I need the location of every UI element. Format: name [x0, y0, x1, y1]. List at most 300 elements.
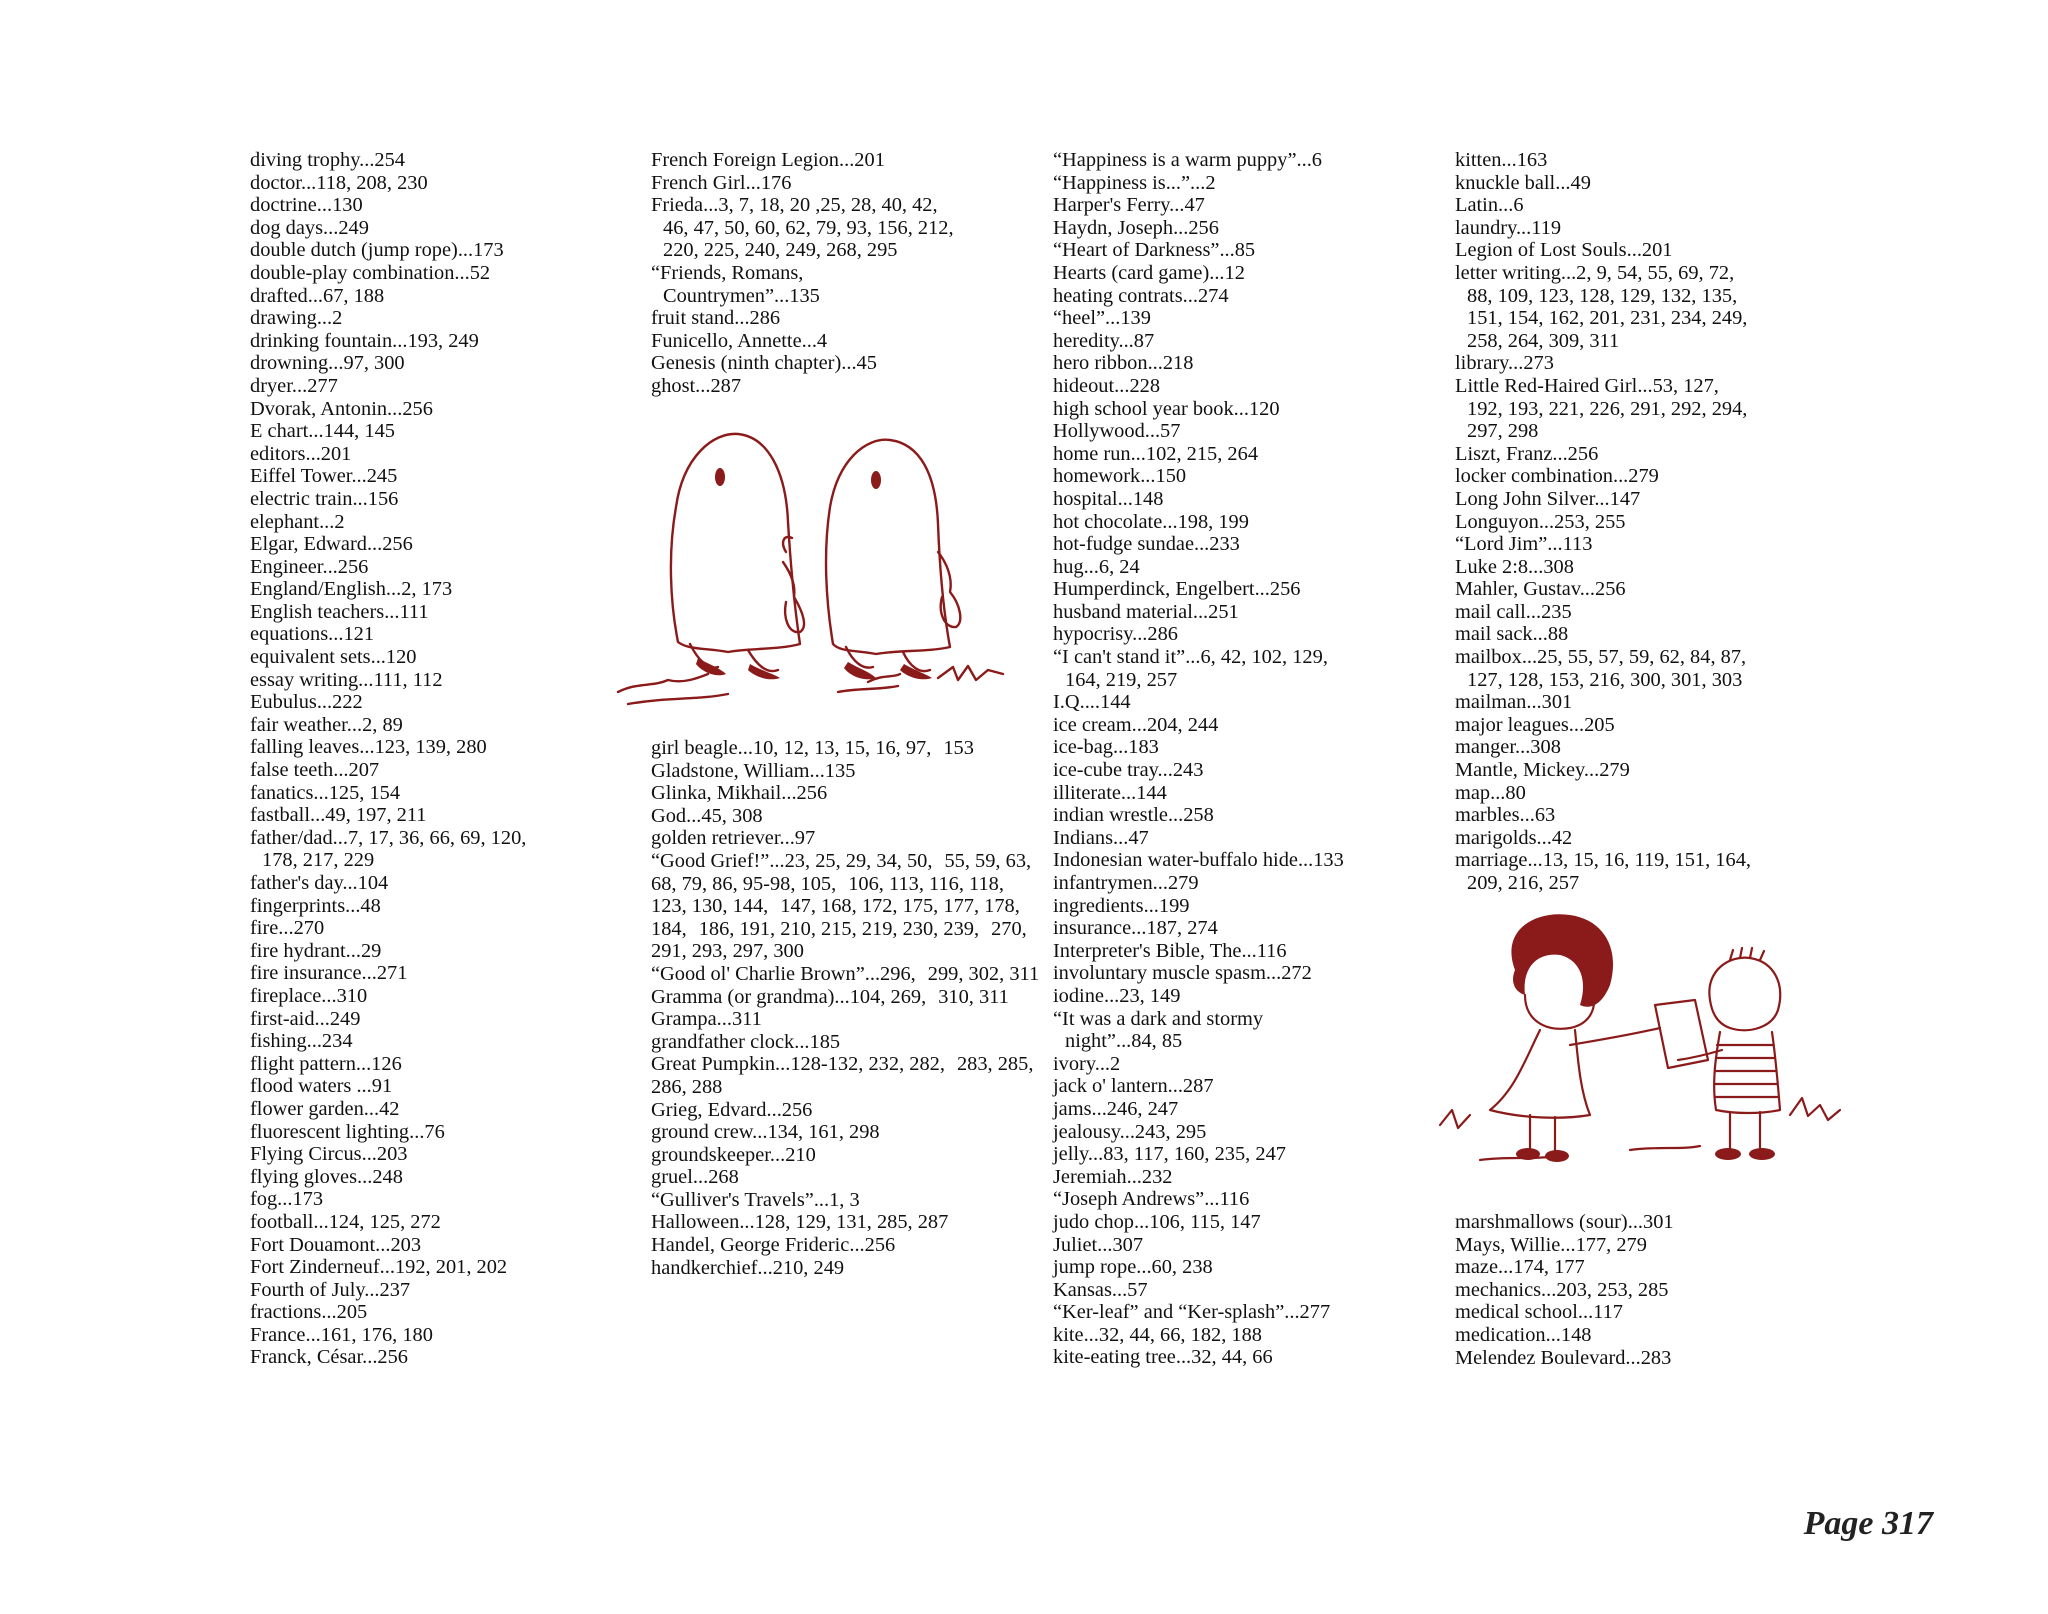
index-entry: [1053, 1324, 1443, 1347]
index-entry: [250, 804, 640, 827]
index-entry-text: jelly...83, 117, 160, 235, 247: [1053, 1143, 1286, 1166]
index-entry: [651, 1189, 1041, 1212]
index-entry: [250, 307, 640, 330]
index-entry: [1455, 578, 1845, 601]
index-entry-text: handkerchief...210, 249: [651, 1256, 845, 1279]
index-entry-text: Hearts (card game)...12: [1053, 261, 1245, 284]
index-entry: [1455, 1234, 1845, 1257]
index-entry-text: flower garden...42: [250, 1097, 400, 1120]
index-entry-text: locker combination...279: [1455, 465, 1659, 488]
index-entry-text: fractions...205: [250, 1301, 368, 1324]
index-entry: [1053, 465, 1443, 488]
index-entry-text: marigolds...42: [1455, 826, 1573, 849]
index-entry-text: jump rope...60, 238: [1053, 1256, 1213, 1279]
index-entry-text: hug...6, 24: [1053, 555, 1140, 578]
index-entry: [250, 239, 640, 262]
index-entry-text: hero ribbon...218: [1053, 352, 1194, 375]
index-entry: [651, 149, 1041, 172]
index-entry-text: hypocrisy...286: [1053, 623, 1178, 646]
index-entry: [1053, 1279, 1443, 1302]
index-entry: [250, 714, 640, 737]
index-entry: [651, 737, 1041, 760]
index-entry: [651, 986, 1041, 1009]
index-entry-text: Latin...6: [1455, 194, 1524, 217]
index-entry: [1053, 646, 1443, 691]
index-entry-text: Gramma (or grandma)...104, 269,: [651, 985, 927, 1008]
index-entry-text: Great Pumpkin...128-132, 232, 282,: [651, 1053, 945, 1076]
index-entry: [651, 330, 1041, 353]
index-entry-text: girl beagle...10, 12, 13, 15, 16, 97,: [651, 737, 932, 759]
index-column-3: [1053, 149, 1443, 1369]
index-entry-continuation: 310, 311: [938, 985, 1009, 1008]
index-entry: [1455, 488, 1845, 511]
index-entry-text: Juliet...307: [1053, 1233, 1144, 1256]
index-entry: [1455, 782, 1845, 805]
index-entry-continuation: night”...84, 85: [1065, 1030, 1183, 1053]
index-entry-text: England/English...2, 173: [250, 578, 453, 601]
index-entry-text: “Good ol' Charlie Brown”...296,: [651, 962, 916, 985]
index-entry-text: “I can't stand it”...6, 42, 102, 129,: [1053, 646, 1328, 669]
index-entry: [1455, 804, 1845, 827]
index-entry-text: equivalent sets...120: [250, 646, 417, 669]
index-entry-text: Halloween...128, 129, 131, 285, 287: [651, 1211, 949, 1234]
index-entry: [651, 1031, 1041, 1054]
index-entry: [250, 465, 640, 488]
index-entry-continuation: 283, 285, 286, 288: [651, 1053, 1034, 1098]
index-entry-text: husband material...251: [1053, 600, 1239, 623]
index-entry: [250, 1256, 640, 1279]
index-entry-continuation: 153: [943, 737, 974, 759]
index-entry-text: mailbox...25, 55, 57, 59, 62, 84, 87,: [1455, 646, 1747, 669]
index-entry: [250, 736, 640, 759]
index-entry-continuation: 258, 264, 309, 311: [1467, 329, 1620, 352]
index-entry: [1053, 239, 1443, 262]
index-entry-continuation: 192, 193, 221, 226, 291, 292, 294,: [1467, 397, 1748, 420]
index-entry: [651, 805, 1041, 828]
index-entry-text: kitten...163: [1455, 149, 1548, 171]
index-entry: [1053, 556, 1443, 579]
index-entry: [1455, 262, 1845, 352]
index-entry: [1455, 1301, 1845, 1324]
index-entry-continuation: 147, 168, 172, 175, 177, 178, 184,: [651, 895, 1020, 940]
index-entry-text: insurance...187, 274: [1053, 917, 1218, 940]
index-entry: [250, 759, 640, 782]
index-entry: [1455, 352, 1845, 375]
index-entry: [250, 1075, 640, 1098]
index-entry: [1053, 736, 1443, 759]
index-entry-text: home run...102, 215, 264: [1053, 442, 1259, 465]
index-entry: [250, 1166, 640, 1189]
index-entry-text: maze...174, 177: [1455, 1256, 1585, 1279]
index-entry-text: “Heart of Darkness”...85: [1053, 239, 1256, 262]
index-entry: [1053, 714, 1443, 737]
index-entry: [1053, 578, 1443, 601]
index-entry-text: Mantle, Mickey...279: [1455, 759, 1630, 782]
index-entry-text: falling leaves...123, 139, 280: [250, 736, 487, 759]
index-entry-text: Hollywood...57: [1053, 420, 1181, 443]
index-column-4-top: [1455, 149, 1845, 895]
index-entry: [1455, 646, 1845, 691]
index-entry-text: fluorescent lighting...76: [250, 1120, 445, 1143]
index-entry-text: Melendez Boulevard...283: [1455, 1346, 1672, 1369]
index-entry: [1053, 1211, 1443, 1234]
index-entry: [250, 646, 640, 669]
index-entry-text: “heel”...139: [1053, 307, 1151, 330]
index-entry: [651, 1121, 1041, 1144]
index-entry-text: France...161, 176, 180: [250, 1323, 433, 1346]
index-entry-text: manger...308: [1455, 736, 1561, 759]
index-entry-text: mailman...301: [1455, 691, 1573, 714]
index-entry-text: fruit stand...286: [651, 307, 781, 330]
index-entry-text: hot chocolate...198, 199: [1053, 510, 1249, 533]
ghosts-illustration: [608, 412, 1013, 712]
index-entry-text: French Girl...176: [651, 171, 792, 194]
index-entry: [1455, 375, 1845, 443]
index-entry-text: Liszt, Franz...256: [1455, 442, 1599, 465]
index-entry: [651, 1211, 1041, 1234]
index-entry-text: letter writing...2, 9, 54, 55, 69, 72,: [1455, 261, 1735, 284]
index-entry-text: golden retriever...97: [651, 827, 816, 850]
index-entry-text: ice-bag...183: [1053, 736, 1159, 759]
index-entry: [1455, 217, 1845, 240]
index-entry: [1455, 736, 1845, 759]
index-entry: [1455, 511, 1845, 534]
index-entry-text: double-play combination...52: [250, 261, 491, 284]
index-entry: [1053, 194, 1443, 217]
index-entry-text: ice-cube tray...243: [1053, 759, 1204, 782]
index-entry: [250, 691, 640, 714]
index-entry-text: “Lord Jim”...113: [1455, 533, 1593, 556]
index-entry: [1455, 239, 1845, 262]
page-number: Page 317: [1803, 1505, 1933, 1542]
index-entry: [250, 443, 640, 466]
index-entry-text: Eubulus...222: [250, 691, 363, 714]
index-entry-text: Jeremiah...232: [1053, 1165, 1173, 1188]
index-entry-text: fair weather...2, 89: [250, 713, 403, 736]
index-entry-text: doctor...118, 208, 230: [250, 171, 428, 194]
index-entry-text: drowning...97, 300: [250, 352, 405, 375]
index-entry: [250, 623, 640, 646]
index-entry: [250, 1301, 640, 1324]
index-entry: [1455, 691, 1845, 714]
index-entry: [1455, 849, 1845, 894]
index-entry-text: Luke 2:8...308: [1455, 555, 1574, 578]
index-entry-text: involuntary muscle spasm...272: [1053, 962, 1312, 985]
index-entry-text: “Joseph Andrews”...116: [1053, 1188, 1250, 1211]
index-entry-text: hot-fudge sundae...233: [1053, 533, 1240, 556]
index-entry: [1053, 443, 1443, 466]
index-entry: [1455, 1256, 1845, 1279]
index-entry: [1053, 1188, 1443, 1211]
index-entry-text: Flying Circus...203: [250, 1143, 408, 1166]
index-entry-continuation: 88, 109, 123, 128, 129, 132, 135,: [1467, 284, 1738, 307]
index-entry-text: hospital...148: [1053, 487, 1164, 510]
index-entry-text: ingredients...199: [1053, 894, 1190, 917]
index-entry: [1455, 1347, 1845, 1370]
index-entry-text: French Foreign Legion...201: [651, 149, 885, 171]
index-entry: [1053, 172, 1443, 195]
index-entry: [250, 895, 640, 918]
index-entry-text: hideout...228: [1053, 374, 1161, 397]
index-entry-text: grandfather clock...185: [651, 1030, 841, 1053]
index-entry: [250, 556, 640, 579]
index-entry-text: marriage...13, 15, 16, 119, 151, 164,: [1455, 849, 1751, 872]
index-entry-continuation: 186, 191, 210, 215, 219, 230, 239,: [698, 917, 980, 940]
index-entry: [1053, 1166, 1443, 1189]
index-entry: [1053, 375, 1443, 398]
index-entry: [651, 262, 1041, 307]
index-entry-continuation: 46, 47, 50, 60, 62, 79, 93, 156, 212,: [663, 216, 954, 239]
index-entry: [250, 1324, 640, 1347]
index-entry-text: Longuyon...253, 255: [1455, 510, 1626, 533]
index-entry-text: laundry...119: [1455, 216, 1562, 239]
index-entry-text: heredity...87: [1053, 329, 1155, 352]
index-entry: [1455, 533, 1845, 556]
index-entry: [1053, 917, 1443, 940]
index-entry: [250, 488, 640, 511]
index-entry-text: Dvorak, Antonin...256: [250, 397, 433, 420]
index-entry-text: Fort Zinderneuf...192, 201, 202: [250, 1256, 508, 1279]
index-entry-text: mail call...235: [1455, 600, 1572, 623]
index-entry-text: “Ker-leaf” and “Ker-splash”...277: [1053, 1301, 1331, 1324]
index-entry: [1053, 1234, 1443, 1257]
index-entry: [250, 578, 640, 601]
index-entry-text: E chart...144, 145: [250, 420, 395, 443]
index-entry: [250, 1188, 640, 1211]
index-entry: [651, 1166, 1041, 1189]
index-entry-continuation: 270, 291, 293, 297, 300: [651, 917, 1027, 963]
index-entry-text: illiterate...144: [1053, 781, 1167, 804]
index-entry-continuation: 106, 113, 116, 118, 123, 130, 144,: [651, 872, 1004, 918]
index-entry-text: “Happiness is a warm puppy”...6: [1053, 149, 1322, 171]
index-entry: [651, 1257, 1041, 1280]
index-entry: [250, 194, 640, 217]
index-entry: [1053, 804, 1443, 827]
index-entry-text: flying gloves...248: [250, 1165, 403, 1188]
index-entry-text: gruel...268: [651, 1166, 739, 1189]
index-entry: [1053, 1143, 1443, 1166]
index-entry: [250, 872, 640, 895]
index-entry: [1053, 307, 1443, 330]
index-entry-text: drawing...2: [250, 307, 343, 330]
index-entry-text: drafted...67, 188: [250, 284, 385, 307]
index-entry: [1455, 465, 1845, 488]
index-entry: [1455, 759, 1845, 782]
index-entry: [1053, 623, 1443, 646]
index-entry-text: “Good Grief!”...23, 25, 29, 34, 50,: [651, 849, 933, 872]
index-entry-text: fog...173: [250, 1188, 324, 1211]
index-entry: [250, 172, 640, 195]
index-entry: [250, 1346, 640, 1369]
index-entry-text: iodine...23, 149: [1053, 984, 1181, 1007]
index-entry: [651, 850, 1041, 963]
index-entry-text: fishing...234: [250, 1030, 353, 1053]
index-entry: [651, 375, 1041, 398]
index-entry: [1053, 149, 1443, 172]
index-entry-text: Indians...47: [1053, 826, 1149, 849]
index-entry-text: Legion of Lost Souls...201: [1455, 239, 1673, 262]
index-entry-continuation: 220, 225, 240, 249, 268, 295: [663, 239, 898, 262]
index-entry: [1053, 330, 1443, 353]
index-entry: [651, 963, 1041, 986]
index-entry: [1053, 782, 1443, 805]
index-entry-text: mechanics...203, 253, 285: [1455, 1278, 1669, 1301]
index-entry: [651, 1099, 1041, 1122]
index-column-4-bottom: [1455, 1211, 1845, 1369]
index-entry: [1053, 1098, 1443, 1121]
index-entry-continuation: 297, 298: [1467, 420, 1539, 443]
index-entry: [1053, 1121, 1443, 1144]
index-entry-text: kite-eating tree...32, 44, 66: [1053, 1346, 1273, 1369]
index-entry-text: ground crew...134, 161, 298: [651, 1121, 880, 1144]
index-entry: [250, 262, 640, 285]
index-entry-text: God...45, 308: [651, 804, 763, 827]
index-entry-text: Grieg, Edvard...256: [651, 1098, 813, 1121]
index-entry: [250, 1053, 640, 1076]
index-entry: [1053, 985, 1443, 1008]
index-entry-text: Humperdinck, Engelbert...256: [1053, 578, 1301, 601]
index-entry: [651, 352, 1041, 375]
index-entry: [651, 782, 1041, 805]
index-entry-text: Harper's Ferry...47: [1053, 194, 1205, 217]
index-entry: [250, 285, 640, 308]
index-entry: [1053, 872, 1443, 895]
index-entry: [1053, 533, 1443, 556]
index-entry: [651, 1008, 1041, 1031]
index-entry-text: false teeth...207: [250, 759, 380, 782]
index-entry-text: kite...32, 44, 66, 182, 188: [1053, 1323, 1262, 1346]
index-entry: [250, 533, 640, 556]
index-entry-text: doctrine...130: [250, 194, 363, 217]
index-entry: [1053, 420, 1443, 443]
index-entry-text: Frieda...3, 7, 18, 20 ,25, 28, 40, 42,: [651, 194, 938, 217]
index-entry-text: fingerprints...48: [250, 894, 381, 917]
index-entry-text: I.Q....144: [1053, 691, 1131, 714]
index-entry-text: Little Red-Haired Girl...53, 127,: [1455, 374, 1719, 397]
index-entry-text: ice cream...204, 244: [1053, 713, 1219, 736]
index-entry-text: indian wrestle...258: [1053, 804, 1214, 827]
index-entry-text: diving trophy...254: [250, 149, 406, 171]
index-entry-text: Elgar, Edward...256: [250, 533, 413, 556]
index-entry-text: essay writing...111, 112: [250, 668, 443, 691]
index-entry: [1053, 352, 1443, 375]
index-entry: [250, 398, 640, 421]
index-entry-text: groundskeeper...210: [651, 1143, 816, 1166]
index-entry-text: Franck, César...256: [250, 1346, 408, 1369]
index-entry: [250, 1121, 640, 1144]
index-entry-text: knuckle ball...49: [1455, 171, 1591, 194]
index-entry-text: double dutch (jump rope)...173: [250, 239, 504, 262]
index-entry: [250, 1211, 640, 1234]
index-entry-text: fanatics...125, 154: [250, 781, 401, 804]
index-entry-text: editors...201: [250, 442, 352, 465]
index-entry: [651, 1234, 1041, 1257]
index-entry-text: Interpreter's Bible, The...116: [1053, 939, 1287, 962]
index-entry-text: dryer...277: [250, 374, 338, 397]
index-column-2-bottom: [651, 737, 1041, 1279]
index-column-1: [250, 149, 640, 1369]
index-entry: [1455, 556, 1845, 579]
index-entry-text: father/dad...7, 17, 36, 66, 69, 120,: [250, 826, 527, 849]
index-entry: [250, 511, 640, 534]
index-entry: [1053, 285, 1443, 308]
index-entry: [1053, 1346, 1443, 1369]
index-entry: [1455, 443, 1845, 466]
index-entry: [1455, 623, 1845, 646]
index-entry-text: ivory...2: [1053, 1052, 1121, 1075]
index-entry: [1053, 1256, 1443, 1279]
index-entry-text: Mays, Willie...177, 279: [1455, 1233, 1647, 1256]
index-entry: [250, 1279, 640, 1302]
index-entry-text: Glinka, Mikhail...256: [651, 782, 828, 805]
index-entry: [1053, 601, 1443, 624]
index-entry: [1053, 1301, 1443, 1324]
index-entry: [250, 669, 640, 692]
index-entry-text: “Happiness is...”...2: [1053, 171, 1216, 194]
index-entry: [250, 149, 640, 172]
index-entry: [1455, 601, 1845, 624]
index-entry-text: homework...150: [1053, 465, 1187, 488]
index-entry-text: heating contrats...274: [1053, 284, 1229, 307]
index-entry-text: Long John Silver...147: [1455, 487, 1641, 510]
index-entry-text: Grampa...311: [651, 1008, 762, 1031]
index-entry: [651, 827, 1041, 850]
index-entry: [1455, 714, 1845, 737]
index-entry: [1455, 1211, 1845, 1234]
index-entry-text: Fourth of July...237: [250, 1278, 411, 1301]
index-entry-text: fire hydrant...29: [250, 939, 382, 962]
index-entry-text: Genesis (ninth chapter)...45: [651, 352, 877, 375]
index-entry: [250, 601, 640, 624]
index-entry-text: football...124, 125, 272: [250, 1210, 441, 1233]
index-entry: [250, 330, 640, 353]
index-entry-text: judo chop...106, 115, 147: [1053, 1210, 1261, 1233]
index-entry-text: electric train...156: [250, 487, 399, 510]
index-entry-text: flood waters ...91: [250, 1075, 393, 1098]
index-entry: [250, 1234, 640, 1257]
index-entry-text: Gladstone, William...135: [651, 759, 856, 782]
index-entry-text: Mahler, Gustav...256: [1455, 578, 1626, 601]
index-entry: [1053, 511, 1443, 534]
index-entry-continuation: Countrymen”...135: [663, 284, 820, 307]
index-entry-text: library...273: [1455, 352, 1554, 375]
index-entry-text: Fort Douamont...203: [250, 1233, 422, 1256]
index-entry-text: “Friends, Romans,: [651, 261, 804, 284]
index-entry-continuation: 209, 216, 257: [1467, 872, 1580, 894]
index-entry: [250, 1008, 640, 1031]
index-entry: [250, 1143, 640, 1166]
index-entry: [250, 917, 640, 940]
lucy-linus-illustration: [1430, 910, 1850, 1185]
index-column-2-top: [651, 149, 1041, 398]
index-entry-text: jealousy...243, 295: [1053, 1120, 1207, 1143]
index-entry: [250, 352, 640, 375]
index-entry: [1053, 759, 1443, 782]
index-entry-text: “It was a dark and stormy: [1053, 1007, 1264, 1030]
index-entry-continuation: 151, 154, 162, 201, 231, 234, 249,: [1467, 307, 1748, 330]
index-entry: [1455, 827, 1845, 850]
index-entry: [651, 194, 1041, 262]
index-entry: [1455, 1324, 1845, 1347]
index-entry-continuation: 299, 302, 311: [927, 962, 1040, 985]
index-entry: [250, 940, 640, 963]
index-entry: [1053, 691, 1443, 714]
index-entry: [250, 985, 640, 1008]
index-entry: [250, 1030, 640, 1053]
index-entry-continuation: 127, 128, 153, 216, 300, 301, 303: [1467, 668, 1743, 691]
index-entry-text: fire...270: [250, 917, 325, 940]
index-entry: [1455, 194, 1845, 217]
